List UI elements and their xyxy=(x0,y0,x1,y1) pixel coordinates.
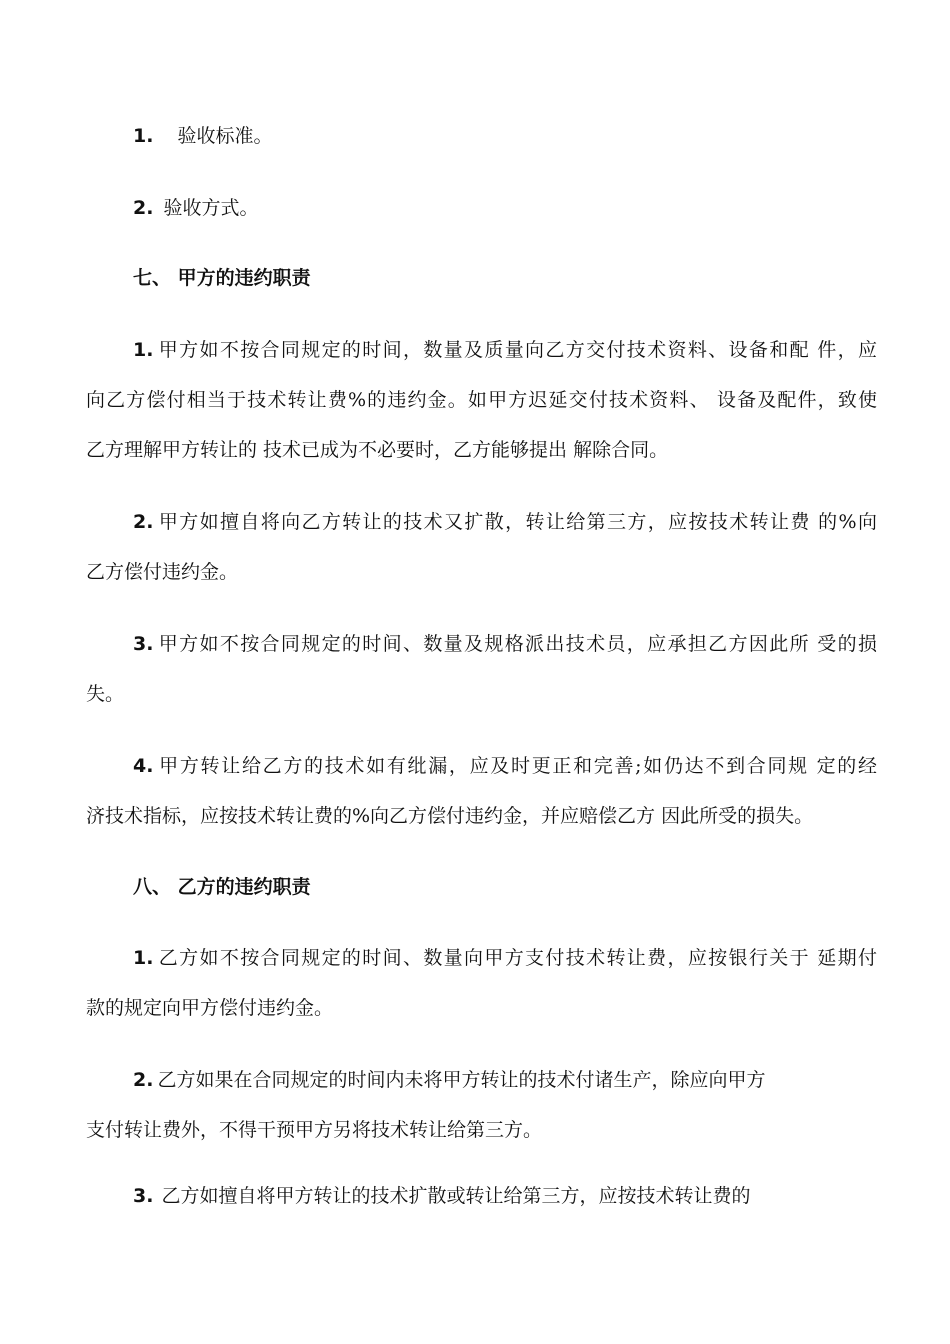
paragraph-line xyxy=(133,1066,765,1094)
item-number: 1. xyxy=(133,339,154,361)
item-text: 乙方如不按合同规定的时间、数量向甲方支付技术转让费，应按银行关于 延期付 xyxy=(157,947,877,969)
section-heading-party-a-breach: 七、 甲方的违约职责 xyxy=(133,267,311,289)
paragraph-line: 失。 xyxy=(86,683,125,705)
item-number: 1. xyxy=(133,125,154,147)
item-number: 4. xyxy=(133,755,154,777)
item-text: 甲方如不按合同规定的时间、数量及规格派出技术员，应承担乙方因此所 受的损 xyxy=(157,633,877,655)
item-number: 1. xyxy=(133,947,154,969)
paragraph-line xyxy=(133,630,877,658)
item-number: 2. xyxy=(133,197,154,219)
paragraph-line: 乙方理解甲方转让的 技术已成为不必要时，乙方能够提出 解除合同。 xyxy=(86,439,669,461)
paragraph-line: 乙方偿付违约金。 xyxy=(86,561,239,583)
paragraph-line xyxy=(133,508,877,536)
paragraph-line: 济技术指标，应按技术转让费的%向乙方偿付违约金，并应赔偿乙方 因此所受的损失。 xyxy=(86,805,814,827)
item-text: 验收方式。 xyxy=(163,197,259,219)
paragraph-line: 支付转让费外，不得干预甲方另将技术转让给第三方。 xyxy=(86,1119,543,1141)
list-item-acceptance-standard xyxy=(133,122,273,150)
item-number: 3. xyxy=(133,633,154,655)
item-number: 2. xyxy=(133,511,154,533)
item-number: 2. xyxy=(133,1069,154,1091)
item-text: 甲方转让给乙方的技术如有纰漏，应及时更正和完善;如仍达不到合同规 定的经 xyxy=(157,755,877,777)
item-text: 甲方如擅自将向乙方转让的技术又扩散，转让给第三方，应按技术转让费 的%向 xyxy=(157,511,877,533)
list-item-acceptance-method xyxy=(133,194,259,222)
paragraph-line: 向乙方偿付相当于技术转让费%的违约金。如甲方迟延交付技术资料、 设备及配件，致使 xyxy=(86,389,877,411)
paragraph-line xyxy=(133,336,877,364)
item-number: 3. xyxy=(133,1185,154,1207)
item-text: 甲方如不按合同规定的时间，数量及质量向乙方交付技术资料、设备和配 件，应 xyxy=(157,339,877,361)
paragraph-line xyxy=(133,752,877,780)
item-text: 乙方如擅自将甲方转让的技术扩散或转让给第三方，应按技术转让费的 xyxy=(161,1185,751,1207)
item-text: 乙方如果在合同规定的时间内未将甲方转让的技术付诸生产，除应向甲方 xyxy=(157,1069,766,1091)
item-text: 验收标准。 xyxy=(177,125,273,147)
section-heading-party-b-breach: 八、 乙方的违约职责 xyxy=(133,876,311,898)
paragraph-line: 款的规定向甲方偿付违约金。 xyxy=(86,997,334,1019)
paragraph-line xyxy=(133,944,877,972)
paragraph-line xyxy=(133,1182,750,1210)
